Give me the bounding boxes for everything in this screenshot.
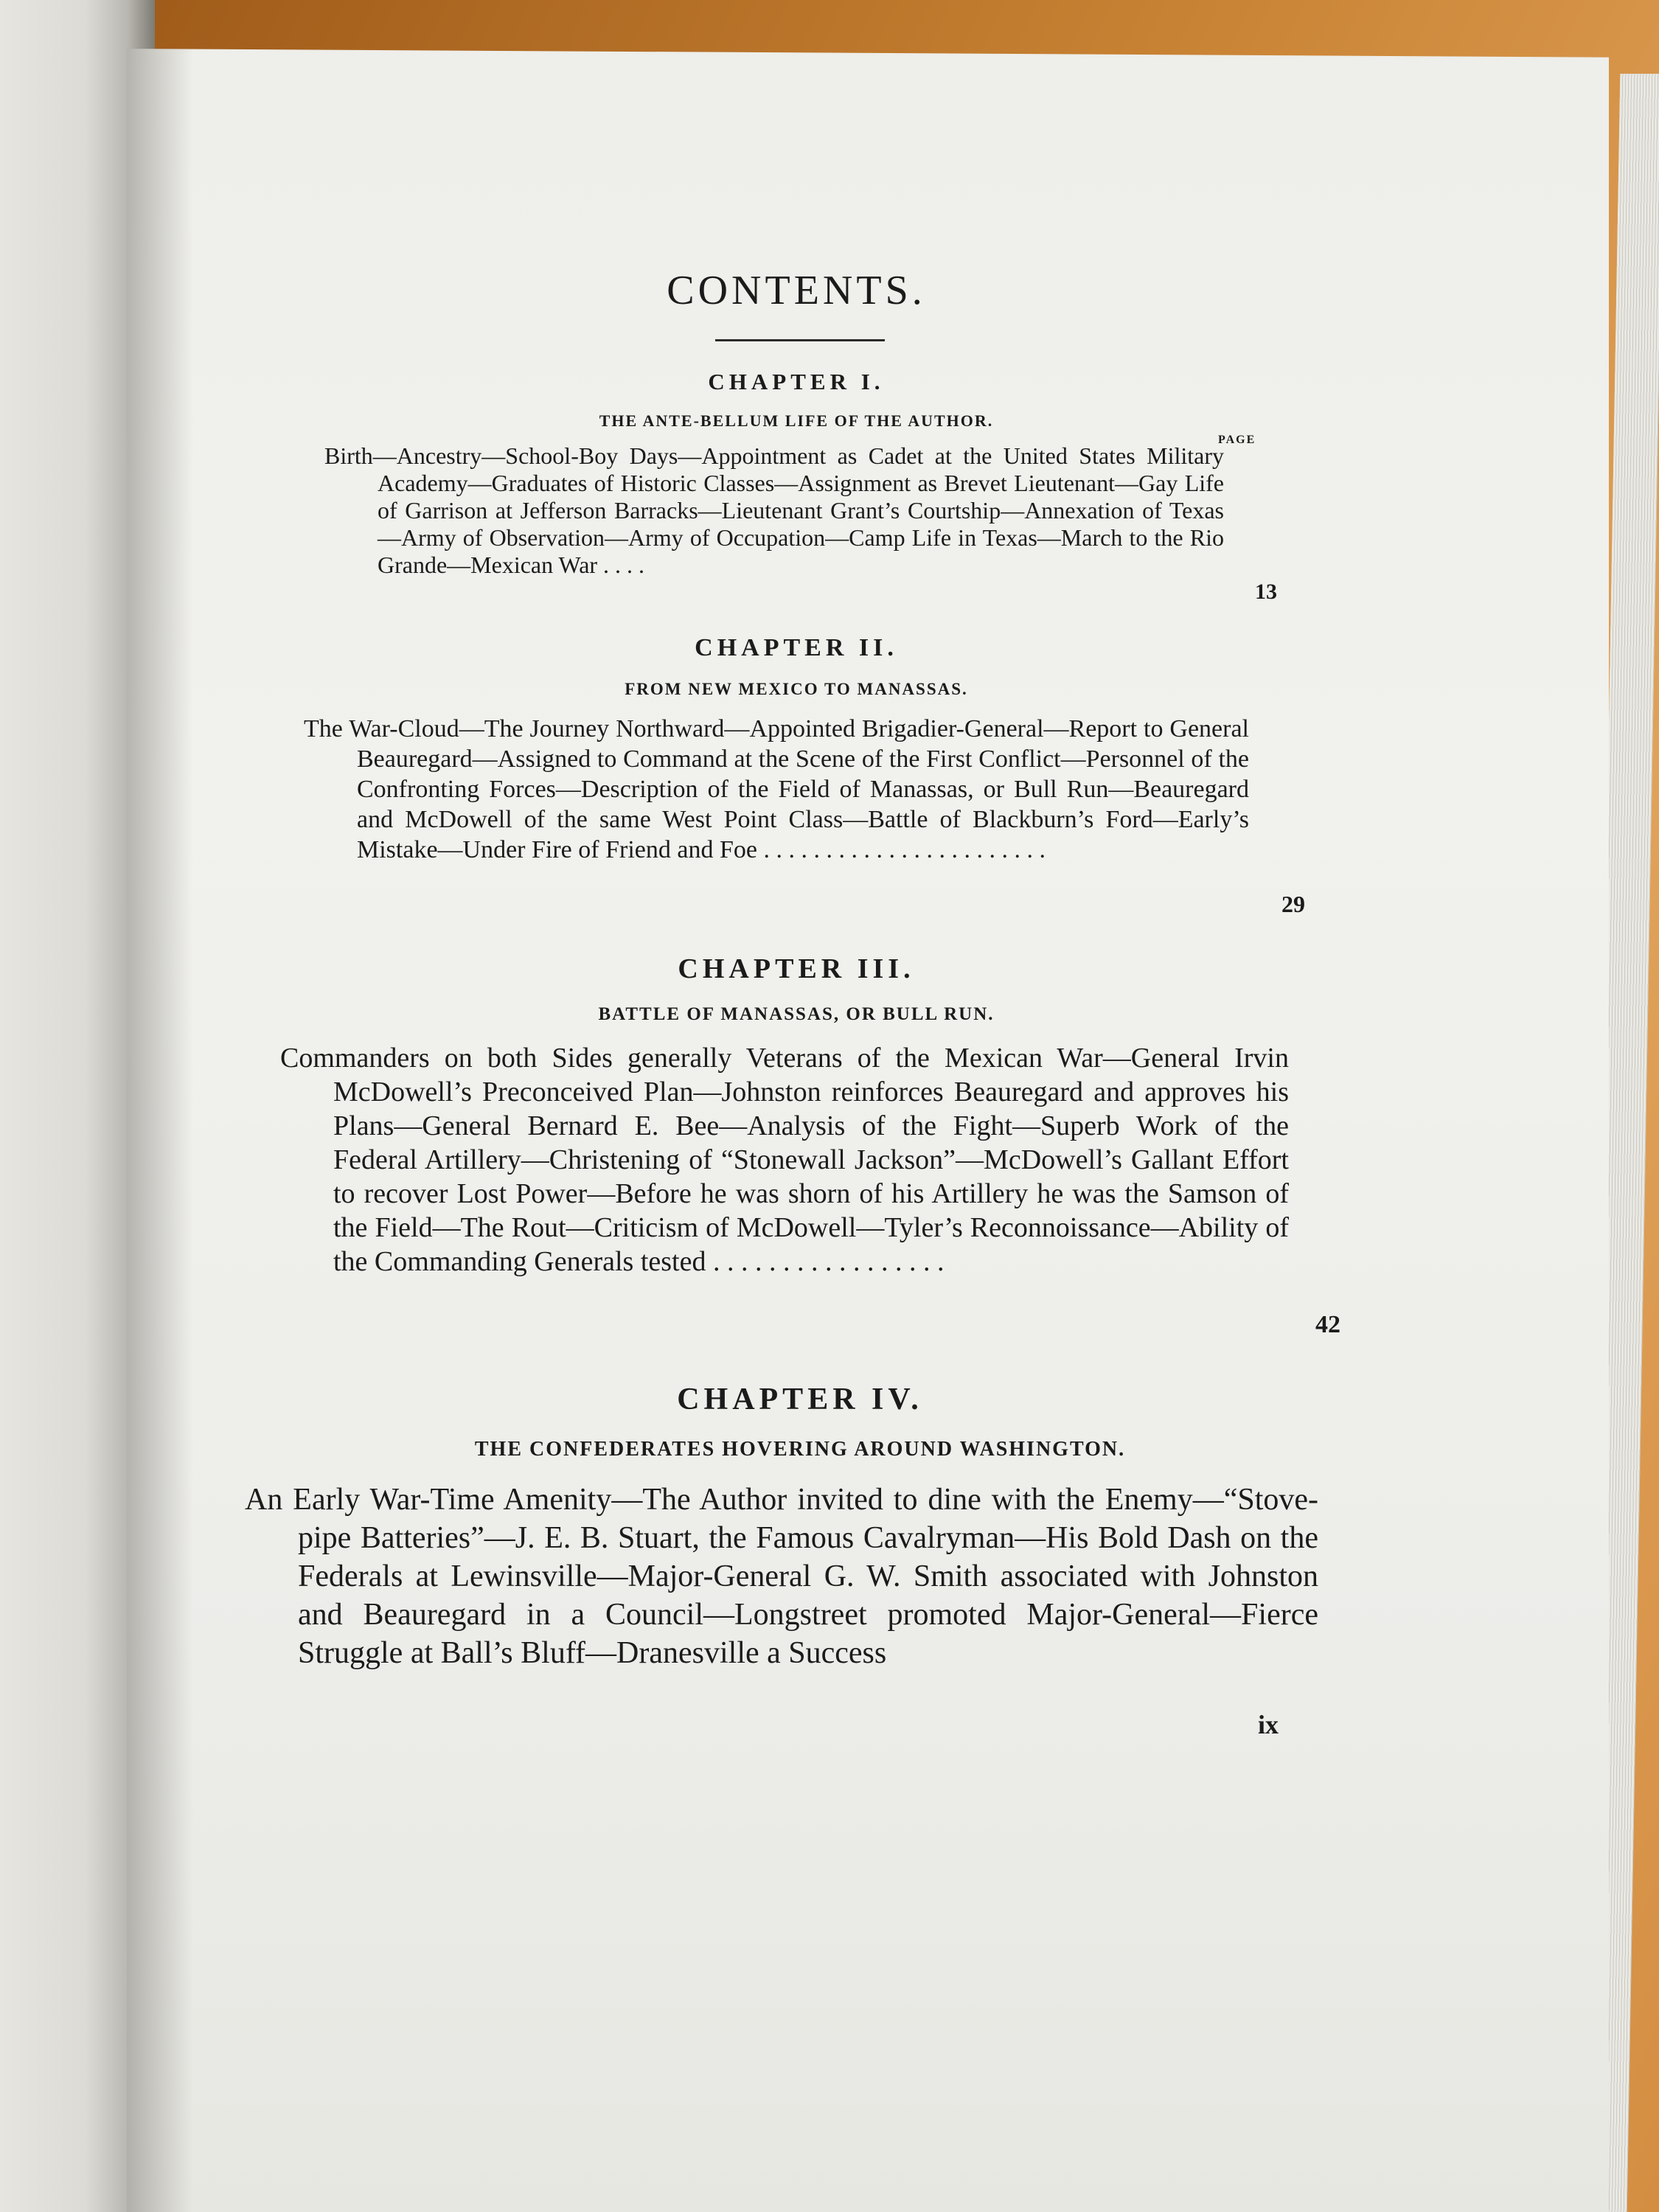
- folio-page-number: ix: [1258, 1710, 1279, 1739]
- chapter-page-number: 42: [1315, 1311, 1340, 1338]
- chapter-label: CHAPTER II.: [695, 634, 898, 661]
- page-column-label: PAGE: [1218, 434, 1256, 446]
- chapter-summary: An Early War-Time Amenity—The Author invited to dine with the Enemy—“Stove-pipe Batteries”—J. E. B. Stuart, the Famous Cavalryman—His Bold Dash on the Federals at Lewinsville—Major-General G. W. Smith associated with Johnston and Beauregard in a Council—Longstreet promoted Major-General—Fierce Struggle at Ball’s Bluff—Dranesville a Success: [245, 1483, 1318, 1670]
- chapter-subtitle: BATTLE OF MANASSAS, OR BULL RUN.: [598, 1004, 995, 1024]
- chapter-label: CHAPTER IV.: [677, 1382, 923, 1416]
- chapter-subtitle: FROM NEW MEXICO TO MANASSAS.: [625, 680, 968, 698]
- chapter-subtitle: THE ANTE-BELLUM LIFE OF THE AUTHOR.: [599, 411, 994, 430]
- title-rule: [715, 339, 885, 341]
- chapter-subtitle: THE CONFEDERATES HOVERING AROUND WASHINGTON.: [474, 1438, 1126, 1461]
- page-title: CONTENTS.: [667, 268, 926, 313]
- chapter-summary: Commanders on both Sides generally Veterans of the Mexican War—General Irvin McDowell’s Preconceived Plan—Johnston reinforces Beauregard and approves his Plans—General Bernard E. Bee—Analysis of the Fight—Superb Work of the Federal Artillery—Christening of “Stonewall Jackson”—McDowell’s Gallant Effort to recover Lost Power—Before he was shorn of his Artillery he was the Samson of the Field—The Rout—Criticism of McDowell—Tyler’s Reconnoissance—Ability of the Commanding Generals tested . . . . . . . . . . . . . . . . .: [280, 1043, 1289, 1277]
- chapter-label: CHAPTER III.: [678, 953, 915, 984]
- chapter-label: CHAPTER I.: [708, 369, 885, 394]
- chapter-summary: The War-Cloud—The Journey Northward—Appointed Brigadier-General—Report to General Beauregard—Assigned to Command at the Scene of the First Conflict—Personnel of the Confronting Forces—Description of the Field of Manassas, or Bull Run—Beauregard and McDowell of the same West Point Class—Battle of Blackburn’s Ford—Early’s Mistake—Under Fire of Friend and Foe . . . . . . . . . . . . . . . . . . . . . . .: [304, 715, 1249, 863]
- chapter-page-number: 29: [1281, 891, 1305, 917]
- chapter-page-number: 13: [1255, 580, 1277, 604]
- chapter-summary: Birth—Ancestry—School-Boy Days—Appointment as Cadet at the United States Military Academy—Graduates of Historic Classes—Assignment as Brevet Lieutenant—Gay Life of Garrison at Jefferson Barracks—Lieutenant Grant’s Courtship—Annexation of Texas—Army of Observation—Army of Occupation—Camp Life in Texas—March to the Rio Grande—Mexican War . . . .: [324, 442, 1224, 578]
